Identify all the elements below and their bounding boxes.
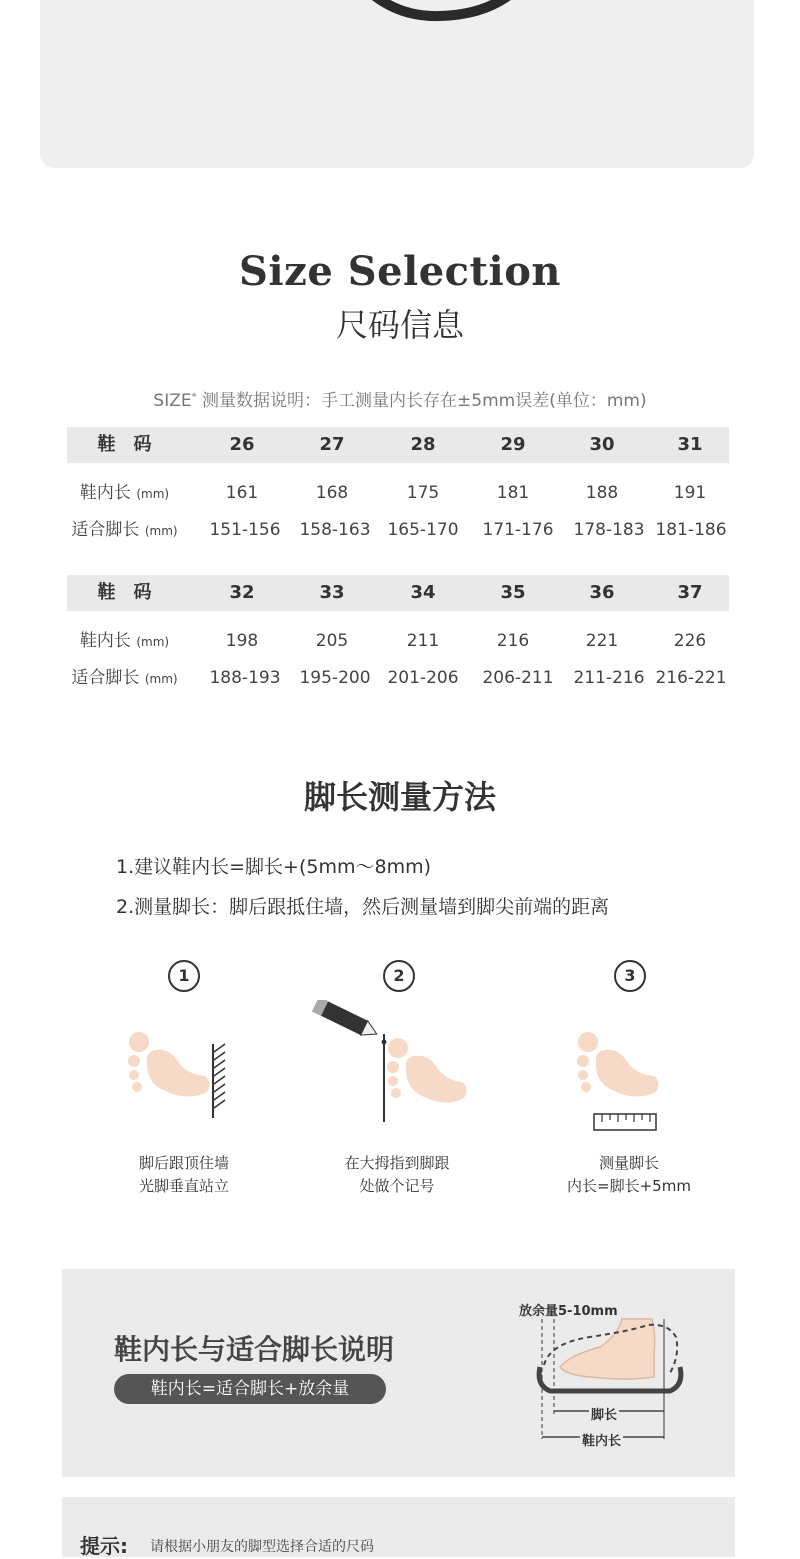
value-cell: 221 — [585, 631, 619, 651]
row-label-unit: (mm) — [136, 487, 170, 501]
size-cell: 30 — [589, 434, 615, 455]
table-row-inner-length — [67, 623, 729, 659]
caption-line: 内长=脚长+5mm — [567, 1177, 691, 1195]
measurement-note — [0, 386, 800, 411]
formula-badge: 鞋内长=适合脚长+放余量 — [114, 1374, 386, 1404]
value-cell: 171-176 — [482, 520, 554, 540]
value-cell: 226 — [673, 631, 707, 651]
value-cell: 188-193 — [209, 668, 281, 688]
step-caption — [84, 1152, 284, 1198]
value-cell: 188 — [585, 483, 619, 503]
row-label-unit: (mm) — [144, 524, 178, 538]
value-cell: 165-170 — [387, 520, 459, 540]
inner-length-label: 鞋内长 — [580, 1430, 623, 1449]
row-label-text: 适合脚长 — [71, 520, 140, 540]
tip-title: 提示: — [80, 1534, 128, 1558]
size-cell: 34 — [410, 582, 436, 603]
value-cell: 205 — [315, 631, 349, 651]
row-label-text: 鞋内长 — [79, 631, 131, 651]
caption-line: 脚后跟顶住墙 — [138, 1154, 229, 1172]
row-label — [67, 660, 182, 696]
value-cell: 211 — [406, 631, 440, 651]
method-title: 脚长测量方法 — [303, 778, 496, 816]
size-cell: 36 — [589, 582, 615, 603]
foot-length-label: 脚长 — [589, 1404, 619, 1423]
ruler-measure-icon — [572, 1030, 672, 1134]
size-cell: 31 — [677, 434, 703, 455]
row-label-text: 适合脚长 — [71, 668, 140, 688]
value-cell: 206-211 — [482, 668, 554, 688]
table-row-inner-length — [67, 475, 729, 511]
value-cell: 198 — [225, 631, 259, 651]
tip-text: 请根据小朋友的脚型选择合适的尺码 — [150, 1539, 374, 1555]
row-label — [67, 623, 182, 659]
row-label-unit: (mm) — [144, 672, 178, 686]
size-label: 鞋 码 — [97, 434, 152, 455]
note-text: 测量数据说明：手工测量内长存在±5mm误差(单位：mm) — [196, 391, 647, 411]
caption-line: 在大拇指到脚跟 — [344, 1154, 450, 1172]
caption-line: 光脚垂直站立 — [138, 1177, 229, 1195]
value-cell: 216 — [496, 631, 530, 651]
value-cell: 201-206 — [387, 668, 459, 688]
size-cell: 37 — [677, 582, 703, 603]
table-header-row — [67, 427, 729, 463]
value-cell: 191 — [673, 483, 707, 503]
row-label — [67, 475, 182, 511]
step-caption — [529, 1152, 729, 1198]
foot-against-wall-icon — [125, 1030, 235, 1120]
value-cell: 158-163 — [299, 520, 371, 540]
method-line-1: 1.建议鞋内长=脚长+(5mm～8mm) — [116, 856, 432, 878]
size-cell: 27 — [319, 434, 345, 455]
size-cell: 33 — [319, 582, 345, 603]
size-cell: 26 — [229, 434, 255, 455]
shoe-sole-image — [340, 0, 540, 22]
table-row-foot-length — [67, 512, 729, 548]
table-header-row — [67, 575, 729, 611]
value-cell: 178-183 — [573, 520, 645, 540]
value-cell: 195-200 — [299, 668, 371, 688]
section-title-en: Size Selection — [239, 248, 561, 295]
note-star: * — [191, 391, 197, 403]
size-cell: 28 — [410, 434, 436, 455]
value-cell: 211-216 — [573, 668, 645, 688]
value-cell: 161 — [225, 483, 259, 503]
row-label-text: 鞋内长 — [79, 483, 131, 503]
size-cell: 29 — [500, 434, 526, 455]
section-title-zh: 尺码信息 — [335, 306, 464, 344]
value-cell: 168 — [315, 483, 349, 503]
row-label-unit: (mm) — [136, 635, 170, 649]
step-number: 1 — [168, 960, 200, 992]
size-cell: 35 — [500, 582, 526, 603]
row-label — [67, 512, 182, 548]
allowance-label: 放余量5-10mm — [519, 1304, 618, 1319]
value-cell: 151-156 — [209, 520, 281, 540]
method-line-2: 2.测量脚长：脚后跟抵住墙，然后测量墙到脚尖前端的距离 — [116, 896, 610, 918]
product-image-card — [40, 0, 754, 168]
value-cell: 175 — [406, 483, 440, 503]
size-label: 鞋 码 — [97, 582, 152, 603]
value-cell: 216-221 — [655, 668, 727, 688]
size-cell: 32 — [229, 582, 255, 603]
step-number: 3 — [614, 960, 646, 992]
note-prefix: SIZE — [153, 391, 192, 411]
step-caption — [297, 1152, 497, 1198]
value-cell: 181 — [496, 483, 530, 503]
explanation-title: 鞋内长与适合脚长说明 — [114, 1333, 395, 1366]
pencil-mark-icon — [308, 1000, 478, 1125]
step-number: 2 — [383, 960, 415, 992]
caption-line: 处做个记号 — [359, 1177, 435, 1195]
value-cell: 181-186 — [655, 520, 727, 540]
table-row-foot-length — [67, 660, 729, 696]
caption-line: 测量脚长 — [598, 1154, 659, 1172]
